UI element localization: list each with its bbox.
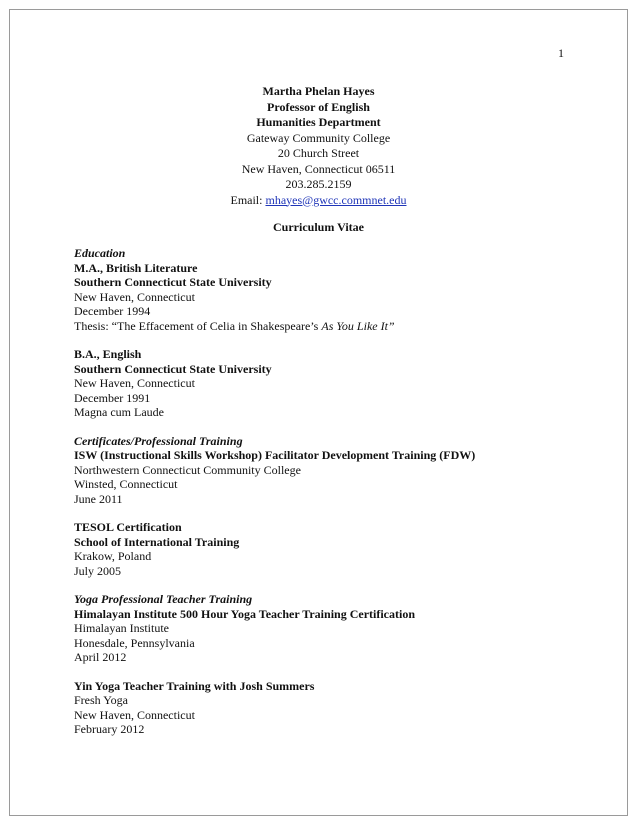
section-heading-yoga: Yoga Professional Teacher Training [74, 592, 253, 606]
cv-body [74, 246, 594, 737]
yin-date: February 2012 [74, 722, 145, 736]
street-address: 20 Church Street [277, 146, 360, 160]
tesol-location: Krakow, Poland [74, 549, 152, 563]
yin-location: New Haven, Connecticut [74, 707, 195, 722]
isw-location: Winsted, Connecticut [74, 477, 178, 491]
isw-school: Northwestern Connecticut Community College [74, 462, 301, 477]
ba-date: December 1991 [74, 390, 151, 405]
isw-title: ISW (Instructional Skills Workshop) Facilitator Development Training (FDW) [74, 448, 476, 462]
ma-date: December 1994 [74, 304, 151, 318]
ba-location: New Haven, Connecticut [74, 376, 195, 390]
section-heading-education: Education [74, 246, 126, 260]
email-line [10, 193, 627, 209]
document-page [9, 9, 628, 816]
college-name: Gateway Community College [246, 130, 391, 145]
author-department: Humanities Department [256, 115, 381, 129]
ma-thesis-work: As You Like It” [321, 318, 395, 333]
email-label: Email: [230, 192, 263, 207]
tesol-title: TESOL Certification [74, 520, 182, 534]
author-title: Professor of English [267, 99, 370, 114]
city-address: New Haven, Connecticut 06511 [241, 161, 396, 176]
email-link[interactable]: mhayes@gwcc.commnet.edu [265, 192, 407, 207]
page-number: 1 [558, 46, 564, 60]
isw-date: June 2011 [74, 491, 123, 506]
ma-thesis [74, 319, 594, 334]
ba-school: Southern Connecticut State University [74, 361, 272, 376]
tesol-school: School of International Training [74, 534, 240, 549]
himalayan-date: April 2012 [74, 650, 127, 664]
ba-degree: B.A., English [74, 347, 142, 361]
cv-header [10, 84, 627, 236]
ma-thesis-text: Thesis: “The Effacement of Celia in Shakespeare’s [74, 318, 319, 333]
ma-degree: M.A., British Literature [74, 260, 198, 275]
himalayan-location: Honesdale, Pennsylvania [74, 635, 195, 650]
author-name: Martha Phelan Hayes [262, 84, 375, 98]
phone-number: 203.285.2159 [285, 177, 352, 191]
section-heading-certificates: Certificates/Professional Training [74, 433, 243, 448]
yin-org: Fresh Yoga [74, 693, 129, 707]
ba-honors: Magna cum Laude [74, 405, 164, 419]
himalayan-org: Himalayan Institute [74, 621, 169, 635]
ma-school: Southern Connecticut State University [74, 275, 272, 289]
ma-location: New Haven, Connecticut [74, 289, 195, 304]
himalayan-title: Himalayan Institute 500 Hour Yoga Teacher Training Certification [74, 606, 416, 621]
document-title: Curriculum Vitae [273, 220, 364, 234]
tesol-date: July 2005 [74, 563, 122, 578]
yin-title: Yin Yoga Teacher Training with Josh Summers [74, 678, 315, 693]
